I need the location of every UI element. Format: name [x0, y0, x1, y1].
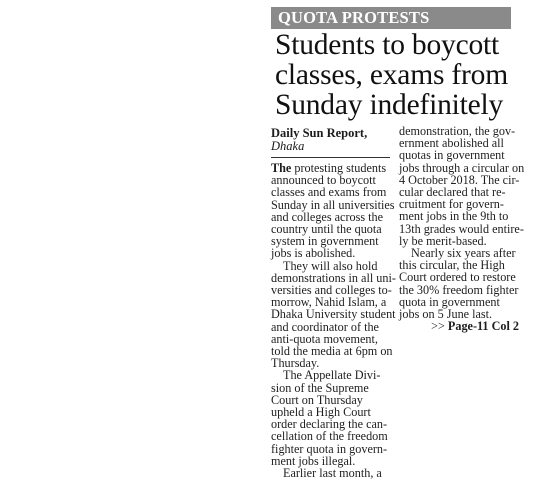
article-column-1: [271, 161, 396, 480]
text-line: demonstrations in all uni-: [271, 270, 396, 285]
text-line: They will also hold: [283, 258, 378, 273]
text-line: Court on Thursday: [271, 392, 363, 407]
text-line: country until the quota: [271, 222, 382, 237]
text-line: announced to boycott: [271, 173, 376, 188]
article-column-2: [399, 124, 525, 334]
text-line: ernment abolished all: [399, 136, 504, 151]
text-line: 13th grades would entire-: [399, 221, 524, 236]
text-line: anti-quota movement,: [271, 331, 378, 346]
text-line: sion of the Supreme: [271, 380, 369, 395]
text-line: Court ordered to restore: [399, 270, 516, 285]
text-line: quotas in government: [399, 148, 505, 163]
text-line: upheld a High Court: [271, 405, 371, 420]
text-line: and colleges across the: [271, 209, 384, 224]
byline-source: Daily Sun Report,: [271, 126, 368, 140]
headline-line: Sunday indefinitely: [275, 89, 504, 121]
text-line: demonstration, the gov-: [399, 124, 516, 138]
text-line: this circular, the High: [399, 258, 505, 273]
text-line: jobs is abolished.: [271, 246, 356, 261]
text-line: told the media at 6pm on: [271, 344, 393, 359]
text-line: Nearly six years after: [411, 246, 516, 261]
headline: [275, 30, 521, 120]
byline-divider: [271, 157, 390, 158]
text-line: Earlier last month, a: [283, 466, 382, 480]
news-clipping: [271, 0, 525, 480]
text-line: morrow, Nahid Islam, a: [271, 295, 387, 310]
paragraph: [399, 124, 525, 248]
text-line: The protesting students: [271, 161, 387, 175]
text-line: the 30% freedom fighter: [399, 282, 519, 297]
headline-line: classes, exams from: [275, 59, 508, 91]
text-line: cruitment for govern-: [399, 197, 504, 212]
text-line: quota in government: [399, 294, 500, 309]
paragraph: [271, 258, 396, 371]
paragraph: [271, 369, 391, 467]
text-line: Sunday in all universities: [271, 197, 395, 212]
text-line: classes and exams from: [271, 185, 387, 200]
text-line: fighter quota in govern-: [271, 441, 388, 456]
paragraph: [271, 467, 391, 479]
byline-place: Dhaka: [271, 139, 305, 153]
text-line: ly be merit-based.: [399, 233, 487, 248]
paragraph: [399, 247, 519, 320]
text-line: The Appellate Divi-: [283, 368, 381, 383]
text-line: and coordinator of the: [271, 319, 379, 334]
continued-arrows: >>: [431, 319, 445, 334]
kicker-label: QUOTA PROTESTS: [278, 8, 430, 27]
text-line: cellation of the freedom: [271, 429, 388, 444]
text-line: ment jobs illegal.: [271, 453, 356, 468]
text-line: Thursday.: [271, 356, 320, 371]
byline: [271, 127, 391, 153]
text-line: versities and colleges to-: [271, 283, 392, 298]
paragraph: [271, 161, 395, 261]
kicker-banner: [271, 7, 511, 29]
text-line: jobs on 5 June last.: [399, 307, 493, 322]
lead-word: The: [271, 161, 292, 175]
text-line: ment jobs in the 9th to: [399, 209, 509, 224]
continued-on-page: [399, 320, 519, 332]
text-line: cular declared that re-: [399, 185, 506, 200]
text-line: 4 October 2018. The cir-: [399, 172, 520, 187]
text-line: jobs through a circular on: [399, 160, 525, 175]
text-line: Dhaka University student: [271, 307, 396, 322]
headline-line: Students to boycott: [275, 29, 500, 61]
text-line: system in government: [271, 234, 379, 249]
continued-label: Page-11 Col 2: [447, 319, 519, 334]
text-line: order declaring the can-: [271, 417, 388, 432]
